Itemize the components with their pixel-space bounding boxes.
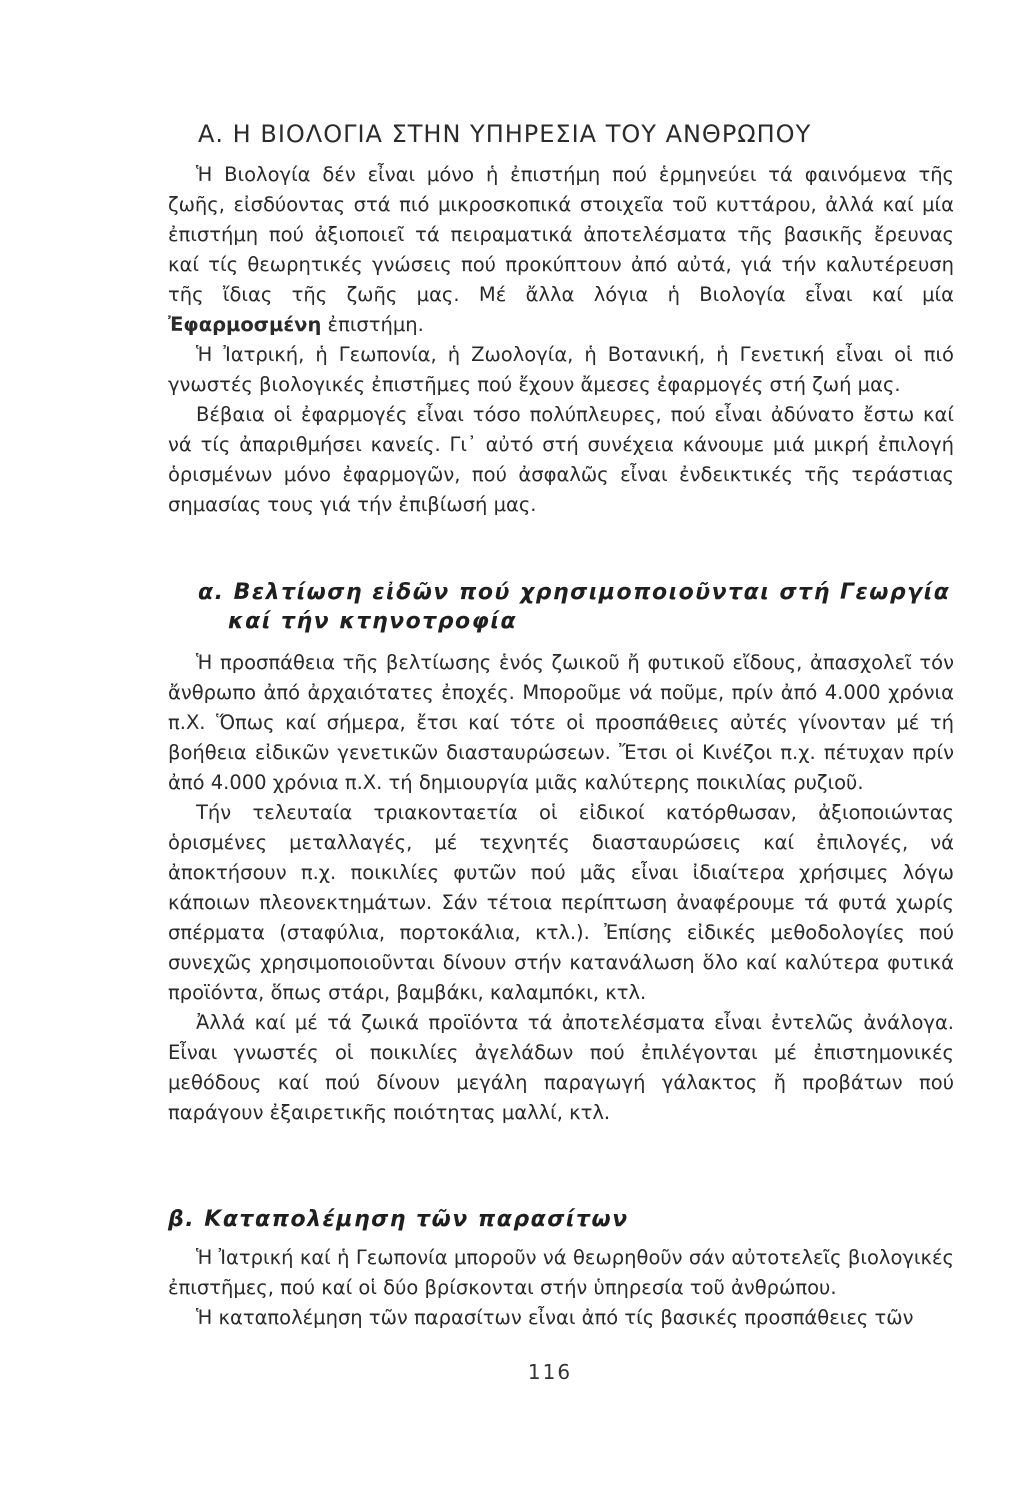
intro-paragraph-3: Βέβαια οἱ ἐφαρμογές εἶναι τόσο πολύπλευρες, πού εἶναι ἀδύνατο ἔστω καί νά τίς ἀπαριθμήσει κανείς. Γι᾿ αὐτό στή συνέχεια κάνουμε μιά μικρή ἐπιλογή ὁρισμένων μόνο ἐφαρμογῶν, πού ἀσφαλῶς εἶναι ἐνδεικτικές τῆς τεράστιας σημασίας τους γιά τήν ἐπιβίωσή μας. xyxy=(168,403,954,516)
subsection-a-text xyxy=(168,648,954,1128)
page-number: 116 xyxy=(527,1360,573,1384)
emphasis-applied: Ἐφαρμοσμένη xyxy=(168,313,322,336)
intro-text xyxy=(168,160,954,520)
subsection-b-text xyxy=(168,1243,954,1333)
subsection-a-heading-line-1: α. Βελτίωση εἰδῶν πού χρησιμοποιοῦνται στή Γεωργία xyxy=(198,580,951,605)
intro-paragraph-1-end: ἐπιστήμη. xyxy=(327,313,424,336)
subsection-b-paragraph-2: Ἡ καταπολέμηση τῶν παρασίτων εἶναι ἀπό τίς βασικές προσπάθειες τῶν xyxy=(196,1306,914,1329)
intro-paragraph-1-text: Ἡ Βιολογία δέν εἶναι μόνο ἡ ἐπιστήμη πού ἑρμηνεύει τά φαινόμενα τῆς ζωῆς, εἰσδύοντας στά πιό μικροσκοπικά στοιχεῖα τοῦ κυττάρου, ἀλλά καί μία ἐπιστήμη πού ἀξιοποιεῖ τά πειραματικά ἀποτελέσματα τῆς βασικῆς ἔρευνας καί τίς θεωρητικές γνώσεις πού προκύπτουν ἀπό αὐτά, γιά τήν καλυτέρευση τῆς ἴδιας τῆς ζωῆς μας. Μέ ἄλλα λόγια ἡ Βιολογία εἶναι καί μία xyxy=(168,163,954,306)
subsection-a-paragraph-3: Ἀλλά καί μέ τά ζωικά προϊόντα τά ἀποτελέσματα εἶναι ἐντελῶς ἀνάλογα. Εἶναι γνωστές οἱ ποικιλίες ἀγελάδων πού ἐπιλέγονται μέ ἐπιστημονικές μεθόδους καί πού δίνουν μεγάλη παραγωγή γάλακτος ἤ προβάτων πού παράγουν ἐξαιρετικῆς ποιότητας μαλλί, κτλ. xyxy=(168,1011,954,1124)
intro-paragraph-1 xyxy=(168,160,954,340)
subsection-a-paragraph-1: Ἡ προσπάθεια τῆς βελτίωσης ἑνός ζωικοῦ ἤ φυτικοῦ εἴδους, ἀπασχολεῖ τόν ἄνθρωπο ἀπό ἀρχαιότατες ἐποχές. Μποροῦμε νά ποῦμε, πρίν ἀπό 4.000 χρόνια π.Χ. Ὅπως καί σήμερα, ἔτσι καί τότε οἱ προσπάθειες αὐτές γίνονταν μέ τή βοήθεια εἰδικῶν γενετικῶν διασταυρώσεων. Ἔτσι οἱ Κινέζοι π.χ. πέτυχαν πρίν ἀπό 4.000 χρόνια π.Χ. τή δημιουργία μιᾶς καλύτερης ποικιλίας ρυζιοῦ. xyxy=(168,651,954,794)
subsection-a-paragraph-2: Τήν τελευταία τριακονταετία οἱ εἰδικοί κατόρθωσαν, ἀξιοποιώντας ὁρισμένες μεταλλαγές, μέ τεχνητές διασταυρώσεις καί ἐπιλογές, νά ἀποκτήσουν π.χ. ποικιλίες φυτῶν πού μᾶς εἶναι ἰδιαίτερα χρήσιμες λόγω κάποιων πλεονεκτημάτων. Σάν τέτοια περίπτωση ἀναφέρουμε τά φυτά χωρίς σπέρματα (σταφύλια, πορτοκάλια, κτλ.). Ἐπίσης εἰδικές μεθοδολογίες πού συνεχῶς χρησιμοποιοῦνται δίνουν στήν κατανάλωση ὅλο καί καλύτερα φυτικά προϊόντα, ὅπως στάρι, βαμβάκι, καλαμπόκι, κτλ. xyxy=(168,801,954,1004)
subsection-b-paragraph-1: Ἡ Ἰατρική καί ἡ Γεωπονία μποροῦν νά θεωρηθοῦν σάν αὐτοτελεῖς βιολογικές ἐπιστῆμες, πού καί οἱ δύο βρίσκονται στήν ὑπηρεσία τοῦ ἀνθρώπου. xyxy=(168,1246,954,1299)
subsection-b-heading: β. Καταπολέμηση τῶν παρασίτων xyxy=(168,1207,629,1232)
subsection-a-heading-line-2: καί τήν κτηνοτροφία xyxy=(228,609,518,634)
intro-paragraph-2: Ἡ Ἰατρική, ἡ Γεωπονία, ἡ Ζωολογία, ἡ Βοτανική, ἡ Γενετική εἶναι οἱ πιό γνωστές βιολογικές ἐπιστῆμες πού ἔχουν ἄμεσες ἐφαρμογές στή ζωή μας. xyxy=(168,343,954,396)
section-title: Α. Η ΒΙΟΛΟΓΙΑ ΣΤΗΝ ΥΠΗΡΕΣΙΑ ΤΟΥ ΑΝΘΡΩΠΟΥ xyxy=(198,120,812,148)
